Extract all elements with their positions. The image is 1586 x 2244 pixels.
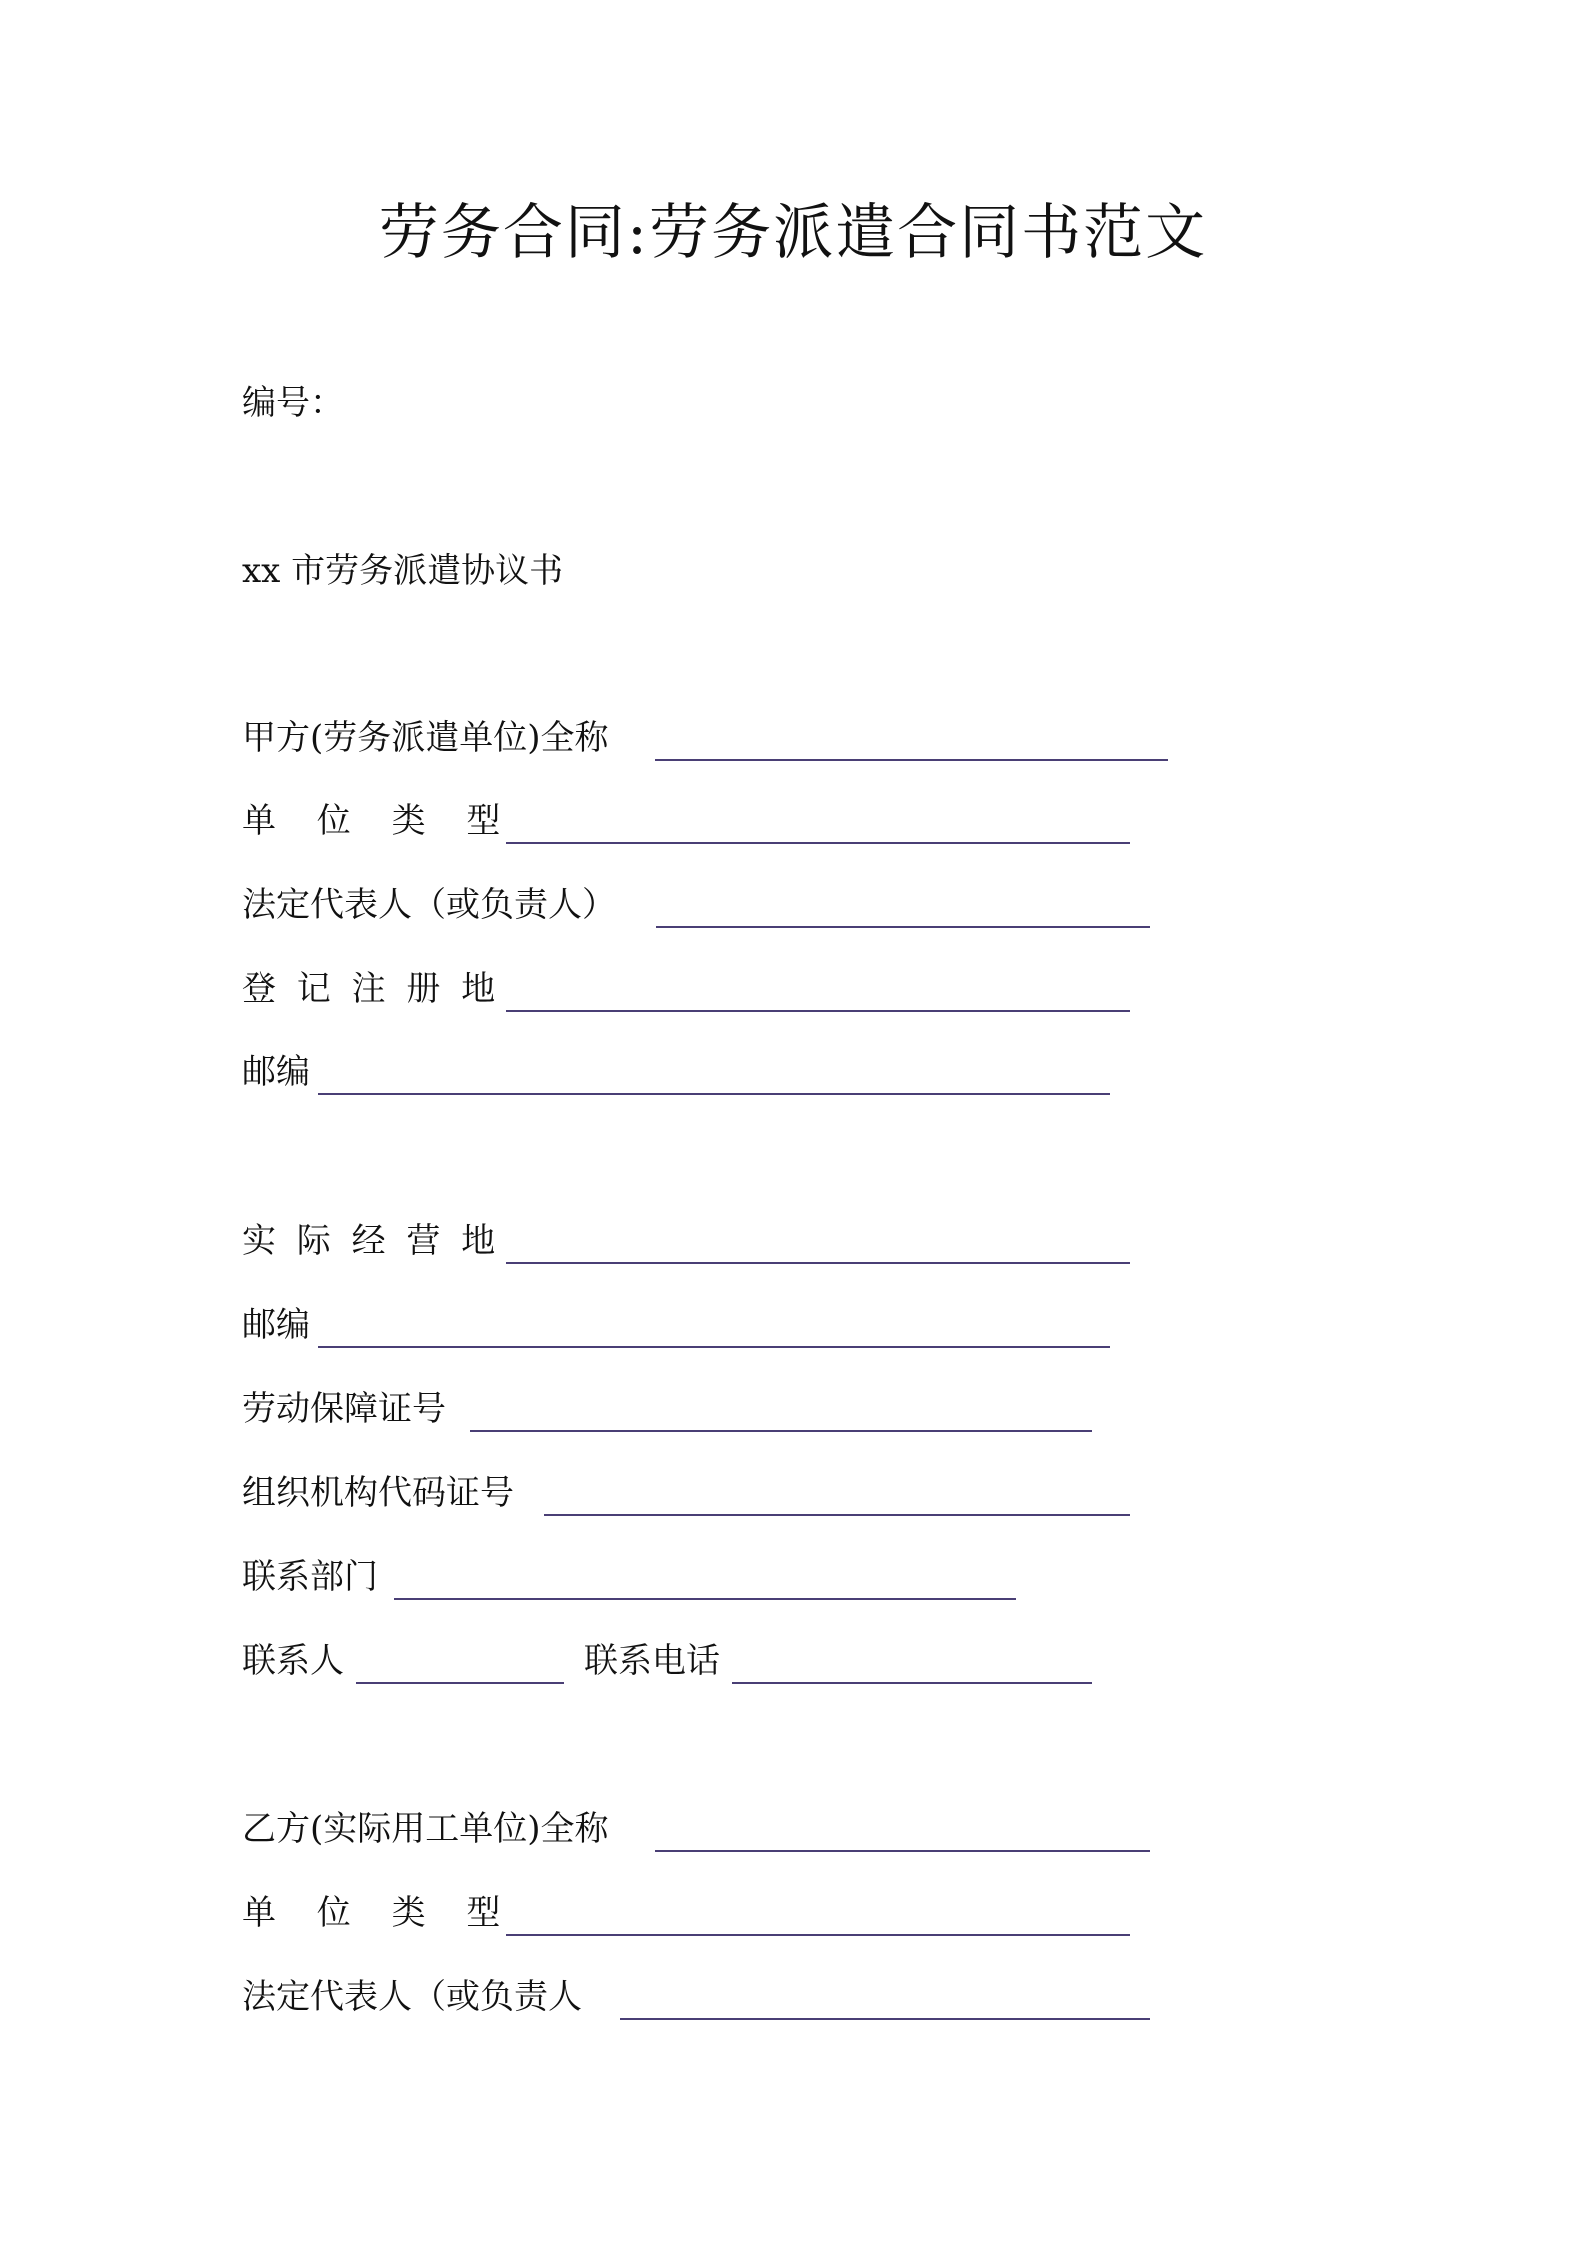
party-b-full-name-label: 乙方(实际用工单位)全称: [242, 1809, 609, 1849]
party-a-postcode-blank-1[interactable]: [318, 1049, 1110, 1095]
party-a-contact-phone-label: 联系电话: [584, 1641, 720, 1681]
party-a-org-code-cert-blank[interactable]: [544, 1470, 1130, 1516]
contract-number-label: 编号：: [242, 383, 344, 423]
party-a-postcode-label-2: 邮编: [242, 1305, 310, 1345]
document-title: 劳务合同:劳务派遣合同书范文: [378, 198, 1208, 268]
party-b-full-name-blank[interactable]: [655, 1806, 1150, 1852]
party-a-contact-person-blank[interactable]: [356, 1638, 564, 1684]
party-a-contact-person-label: 联系人: [242, 1641, 344, 1681]
party-a-full-name-blank[interactable]: [655, 715, 1168, 761]
party-a-labor-security-cert-label: 劳动保障证号: [242, 1389, 446, 1429]
party-b-legal-rep-label: 法定代表人（或负责人: [242, 1977, 582, 2017]
party-b-legal-rep-blank[interactable]: [620, 1974, 1150, 2020]
party-a-unit-type-blank[interactable]: [506, 798, 1130, 844]
party-a-contact-dept-blank[interactable]: [394, 1554, 1016, 1600]
party-a-registered-address-label: 登 记 注 册 地: [242, 969, 496, 1009]
party-a-actual-address-label: 实 际 经 营 地: [242, 1221, 496, 1261]
party-a-legal-rep-label: 法定代表人（或负责人）: [242, 885, 616, 925]
agreement-subtitle: xx 市劳务派遣协议书: [242, 551, 564, 591]
party-a-postcode-label-1: 邮编: [242, 1052, 310, 1092]
party-a-contact-dept-label: 联系部门: [242, 1557, 378, 1597]
party-b-unit-type-label: 单 位 类 型: [242, 1893, 501, 1933]
party-a-postcode-blank-2[interactable]: [318, 1302, 1110, 1348]
party-a-actual-address-blank[interactable]: [506, 1218, 1130, 1264]
party-a-full-name-label: 甲方(劳务派遣单位)全称: [242, 718, 609, 758]
party-a-legal-rep-blank[interactable]: [656, 882, 1150, 928]
party-a-contact-phone-blank[interactable]: [732, 1638, 1092, 1684]
party-b-unit-type-blank[interactable]: [506, 1890, 1130, 1936]
party-a-registered-address-blank[interactable]: [506, 966, 1130, 1012]
party-a-unit-type-label: 单 位 类 型: [242, 801, 501, 841]
party-a-labor-security-cert-blank[interactable]: [470, 1386, 1092, 1432]
party-a-org-code-cert-label: 组织机构代码证号: [242, 1473, 514, 1513]
